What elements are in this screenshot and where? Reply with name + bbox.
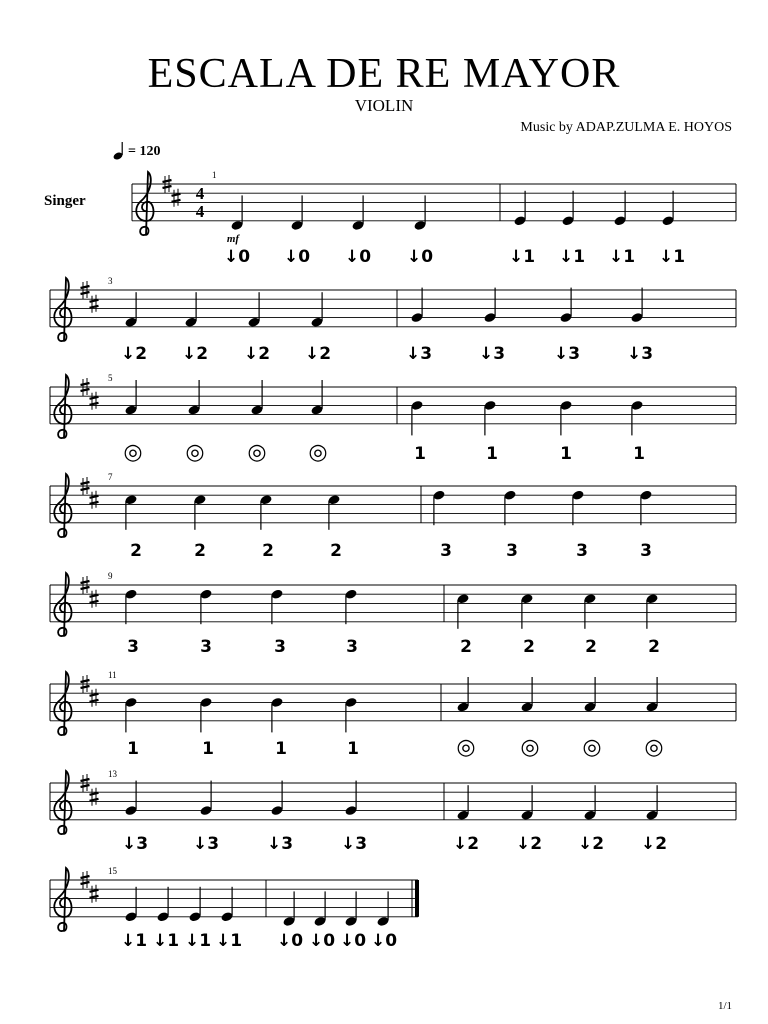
quarter-note (410, 400, 423, 436)
quarter-note (188, 887, 201, 923)
quarter-note (313, 891, 326, 927)
sharp-icon (90, 689, 99, 707)
fingering-label: ↓1 (558, 247, 586, 267)
sharp-icon (90, 491, 99, 509)
fingering-label: ↓0 (283, 247, 311, 267)
quarter-note (230, 195, 243, 231)
quarter-note (199, 697, 212, 733)
quarter-note (327, 494, 340, 530)
fingering-label: ↓3 (266, 834, 294, 854)
treble-clef-icon (54, 868, 71, 931)
fingering-label: 3 (506, 541, 518, 561)
quarter-note (124, 887, 137, 923)
treble-clef-icon (54, 672, 71, 735)
quarter-note (259, 494, 272, 530)
quarter-note (561, 191, 574, 227)
fingering-label: 1 (275, 739, 287, 759)
fingering-label: 2 (648, 637, 660, 657)
quarter-note (199, 781, 212, 817)
fingering-label: 3 (440, 541, 452, 561)
quarter-note (184, 292, 197, 328)
fingering-label: 3 (200, 637, 212, 657)
quarter-note (413, 195, 426, 231)
fingering-label: ↓1 (184, 931, 212, 951)
quarter-note (156, 887, 169, 923)
sharp-icon (90, 590, 99, 608)
quarter-note (310, 380, 323, 416)
score-title: ESCALA DE RE MAYOR (147, 51, 621, 97)
fingering-label: ↓3 (340, 834, 368, 854)
quarter-note (483, 288, 496, 324)
quarter-note (613, 191, 626, 227)
measure-number: 5 (108, 373, 113, 383)
page-number: 1/1 (717, 1000, 732, 1012)
quarter-note (571, 489, 584, 525)
fingering-label: ↓2 (304, 344, 332, 364)
fingering-label: ↓0 (223, 247, 251, 267)
fingering-label: 2 (130, 541, 142, 561)
fingering-label: 2 (194, 541, 206, 561)
staff-system (132, 170, 736, 267)
measure-number: 7 (108, 472, 113, 482)
quarter-note (520, 677, 533, 713)
quarter-note (520, 593, 533, 629)
fingering-label: ↓1 (608, 247, 636, 267)
fingering-label: ↓2 (120, 344, 148, 364)
treble-clef-icon (136, 172, 153, 235)
fingering-label: ↓2 (640, 834, 668, 854)
fingering-label: ↓2 (243, 344, 271, 364)
fingering-label: ↓3 (121, 834, 149, 854)
staff-system (50, 866, 419, 951)
treble-clef-icon (54, 375, 71, 438)
fingering-label: ↓1 (508, 247, 536, 267)
fingering-label: 2 (460, 637, 472, 657)
measure-number: 15 (108, 866, 117, 876)
quarter-note (456, 785, 469, 821)
final-barline-thick (415, 880, 419, 917)
quarter-note (376, 891, 389, 927)
quarter-note (583, 785, 596, 821)
fingering-label: ↓2 (452, 834, 480, 854)
fingering-label: ↓3 (192, 834, 220, 854)
measure-number: 3 (108, 276, 113, 286)
fingering-label: 2 (585, 637, 597, 657)
fingering-label: 1 (486, 444, 498, 464)
measure-number: 13 (108, 769, 117, 779)
quarter-note (351, 195, 364, 231)
measure-number: 9 (108, 571, 113, 581)
quarter-note (456, 677, 469, 713)
quarter-note (503, 489, 516, 525)
quarter-note (483, 400, 496, 436)
fingering-label: ↓1 (658, 247, 686, 267)
sharp-icon (172, 189, 181, 207)
quarter-note (344, 588, 357, 624)
quarter-note (645, 785, 658, 821)
fingering-label: 2 (330, 541, 342, 561)
fingering-label: 1 (202, 739, 214, 759)
quarter-note (645, 593, 658, 629)
quarter-note (630, 400, 643, 436)
fingering-label: ↓1 (215, 931, 243, 951)
sharp-icon (90, 885, 99, 903)
composer-credit: Music by ADAP.ZULMA E. HOYOS (520, 120, 732, 135)
fingering-label: 1 (347, 739, 359, 759)
staff-system (50, 472, 736, 561)
fingering-label: ◎ (456, 735, 476, 760)
staff-system (50, 571, 736, 657)
quarter-note (187, 380, 200, 416)
staff-system (50, 670, 736, 760)
fingering-label: ↓0 (344, 247, 372, 267)
time-signature-bottom: 4 (195, 202, 205, 221)
quarter-note (432, 489, 445, 525)
treble-clef-icon (54, 278, 71, 341)
quarter-note (583, 593, 596, 629)
quarter-note (282, 891, 295, 927)
time-signature-top: 4 (195, 184, 205, 203)
quarter-note (270, 588, 283, 624)
fingering-label: ◎ (247, 440, 267, 465)
fingering-label: ↓3 (478, 344, 506, 364)
fingering-label: 2 (523, 637, 535, 657)
quarter-note (645, 677, 658, 713)
quarter-note (124, 588, 137, 624)
fingering-label: 3 (274, 637, 286, 657)
staff-system (50, 276, 736, 364)
quarter-note (513, 191, 526, 227)
quarter-note (639, 489, 652, 525)
fingering-label: ◎ (582, 735, 602, 760)
score-subtitle: VIOLIN (354, 96, 414, 115)
treble-clef-icon (54, 771, 71, 834)
instrument-label: Singer (44, 193, 86, 209)
fingering-label: 3 (640, 541, 652, 561)
fingering-label: 3 (127, 637, 139, 657)
fingering-label: ↓0 (370, 931, 398, 951)
quarter-note (270, 781, 283, 817)
fingering-label: 3 (346, 637, 358, 657)
fingering-label: ↓0 (276, 931, 304, 951)
fingering-label: ↓0 (406, 247, 434, 267)
treble-clef-icon (54, 573, 71, 636)
fingering-label: 1 (414, 444, 426, 464)
fingering-label: ↓0 (339, 931, 367, 951)
quarter-note (199, 588, 212, 624)
fingering-label: ↓3 (626, 344, 654, 364)
quarter-note (124, 697, 137, 733)
fingering-label: ↓3 (405, 344, 433, 364)
fingering-label: ↓3 (553, 344, 581, 364)
measure-number: 11 (108, 670, 117, 680)
staff-system (50, 769, 736, 854)
fingering-label: ↓2 (515, 834, 543, 854)
quarter-note (559, 288, 572, 324)
quarter-note (193, 494, 206, 530)
quarter-note (247, 292, 260, 328)
quarter-note (520, 785, 533, 821)
fingering-label: ◎ (644, 735, 664, 760)
quarter-note (410, 288, 423, 324)
dynamic-marking: mf (226, 233, 240, 245)
fingering-label: ↓2 (181, 344, 209, 364)
quarter-note (270, 697, 283, 733)
quarter-note (124, 292, 137, 328)
fingering-label: ↓2 (577, 834, 605, 854)
fingering-label: ↓0 (308, 931, 336, 951)
quarter-note (250, 380, 263, 416)
sharp-icon (90, 295, 99, 313)
sharp-icon (90, 788, 99, 806)
quarter-note (344, 781, 357, 817)
quarter-note (344, 891, 357, 927)
quarter-note (583, 677, 596, 713)
fingering-label: 2 (262, 541, 274, 561)
fingering-label: ↓1 (152, 931, 180, 951)
fingering-label: 3 (576, 541, 588, 561)
quarter-note (344, 697, 357, 733)
quarter-note (290, 195, 303, 231)
measure-number: 1 (212, 170, 217, 180)
fingering-label: 1 (560, 444, 572, 464)
treble-clef-icon (54, 474, 71, 537)
sharp-icon (90, 392, 99, 410)
quarter-note (124, 380, 137, 416)
fingering-label: ◎ (520, 735, 540, 760)
fingering-label: 1 (127, 739, 139, 759)
quarter-note (124, 781, 137, 817)
quarter-note (559, 400, 572, 436)
fingering-label: ◎ (308, 440, 328, 465)
fingering-label: ◎ (123, 440, 143, 465)
quarter-note (310, 292, 323, 328)
quarter-note (220, 887, 233, 923)
staff-system (50, 373, 736, 465)
quarter-note (630, 288, 643, 324)
quarter-note (456, 593, 469, 629)
tempo-value: = 120 (128, 144, 161, 159)
fingering-label: ◎ (185, 440, 205, 465)
fingering-label: 1 (633, 444, 645, 464)
quarter-note (661, 191, 674, 227)
fingering-label: ↓1 (120, 931, 148, 951)
quarter-note (124, 494, 137, 530)
